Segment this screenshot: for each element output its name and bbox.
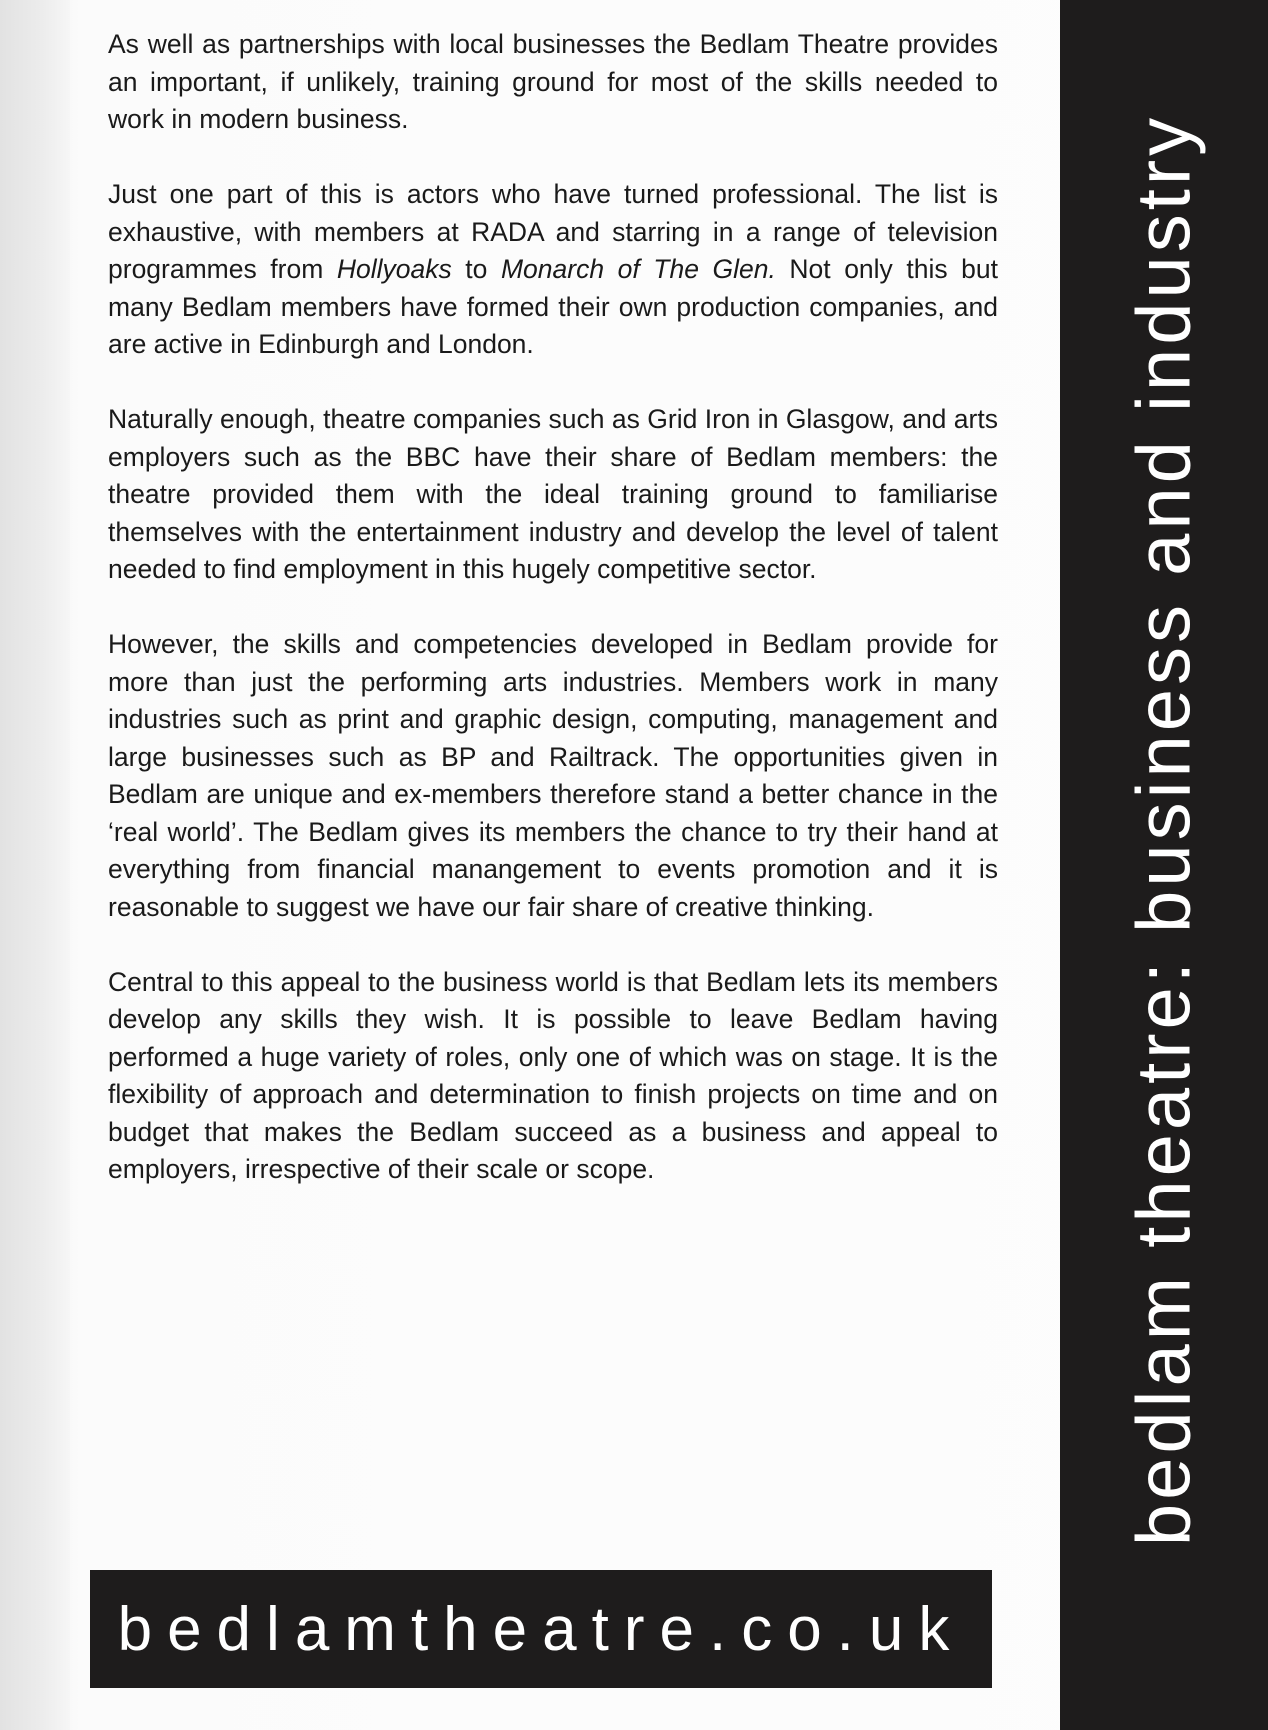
side-title-bar <box>1060 0 1268 1730</box>
paragraph-central-appeal: Central to this appeal to the business world is that Bedlam lets its members develop any skills they wish. It is possible to leave Bedlam having performed a huge variety of roles, only one of which was on stage. It is the flexibility of approach and determination to finish projects on time and on budget that makes the Bedlam succeed as a business and appeal to employers, irrespective of their scale or scope. <box>108 966 998 1184</box>
paragraph-actors-end: Not only this but many Bedlam members have formed their own production companies, and are active in Edinburgh and London. <box>108 254 998 359</box>
show-title-hollyoaks: Hollyoaks <box>336 254 452 284</box>
paragraph-partnerships: As well as partnerships with local businesses the Bedlam Theatre provides an important, if unlikely, training ground for most of the skills needed to work in modern business. <box>108 29 998 134</box>
article-body <box>108 26 998 1226</box>
paragraph-skills: However, the skills and competencies developed in Bedlam provide for more than just the performing arts industries. Members work in many industries such as print and graphic design, computing, management and large businesses such as BP and Railtrack. The opportunities given in Bedlam are unique and ex-members therefore stand a better chance in the ‘real world’. The Bedlam gives its members the chance to try their hand at everything from financial manangement to events promotion and it is reasonable to suggest we have our fair share of creative thinking. <box>108 629 998 922</box>
website-url: bedlamtheatre.co.uk <box>117 1594 965 1664</box>
facing-page-edge <box>0 0 70 1730</box>
website-url-banner <box>90 1570 992 1688</box>
paragraph-actors <box>108 176 998 364</box>
show-title-monarch: Monarch of The Glen. <box>500 254 776 284</box>
side-title: bedlam theatre: business and industry <box>1121 113 1207 1547</box>
paragraph-actors-start: Just one part of this is actors who have turned professional. The list is exhaustive, with members at RADA and starring in a range of television programmes from <box>108 179 998 284</box>
paragraph-theatre-companies: Naturally enough, theatre companies such as Grid Iron in Glasgow, and arts employers such as the BBC have their share of Bedlam members: the theatre provided them with the ideal training ground to familiarise themselves with the entertainment industry and develop the level of talent needed to find employment in this hugely competitive sector. <box>108 404 998 584</box>
paragraph-actors-mid: to <box>451 254 501 284</box>
